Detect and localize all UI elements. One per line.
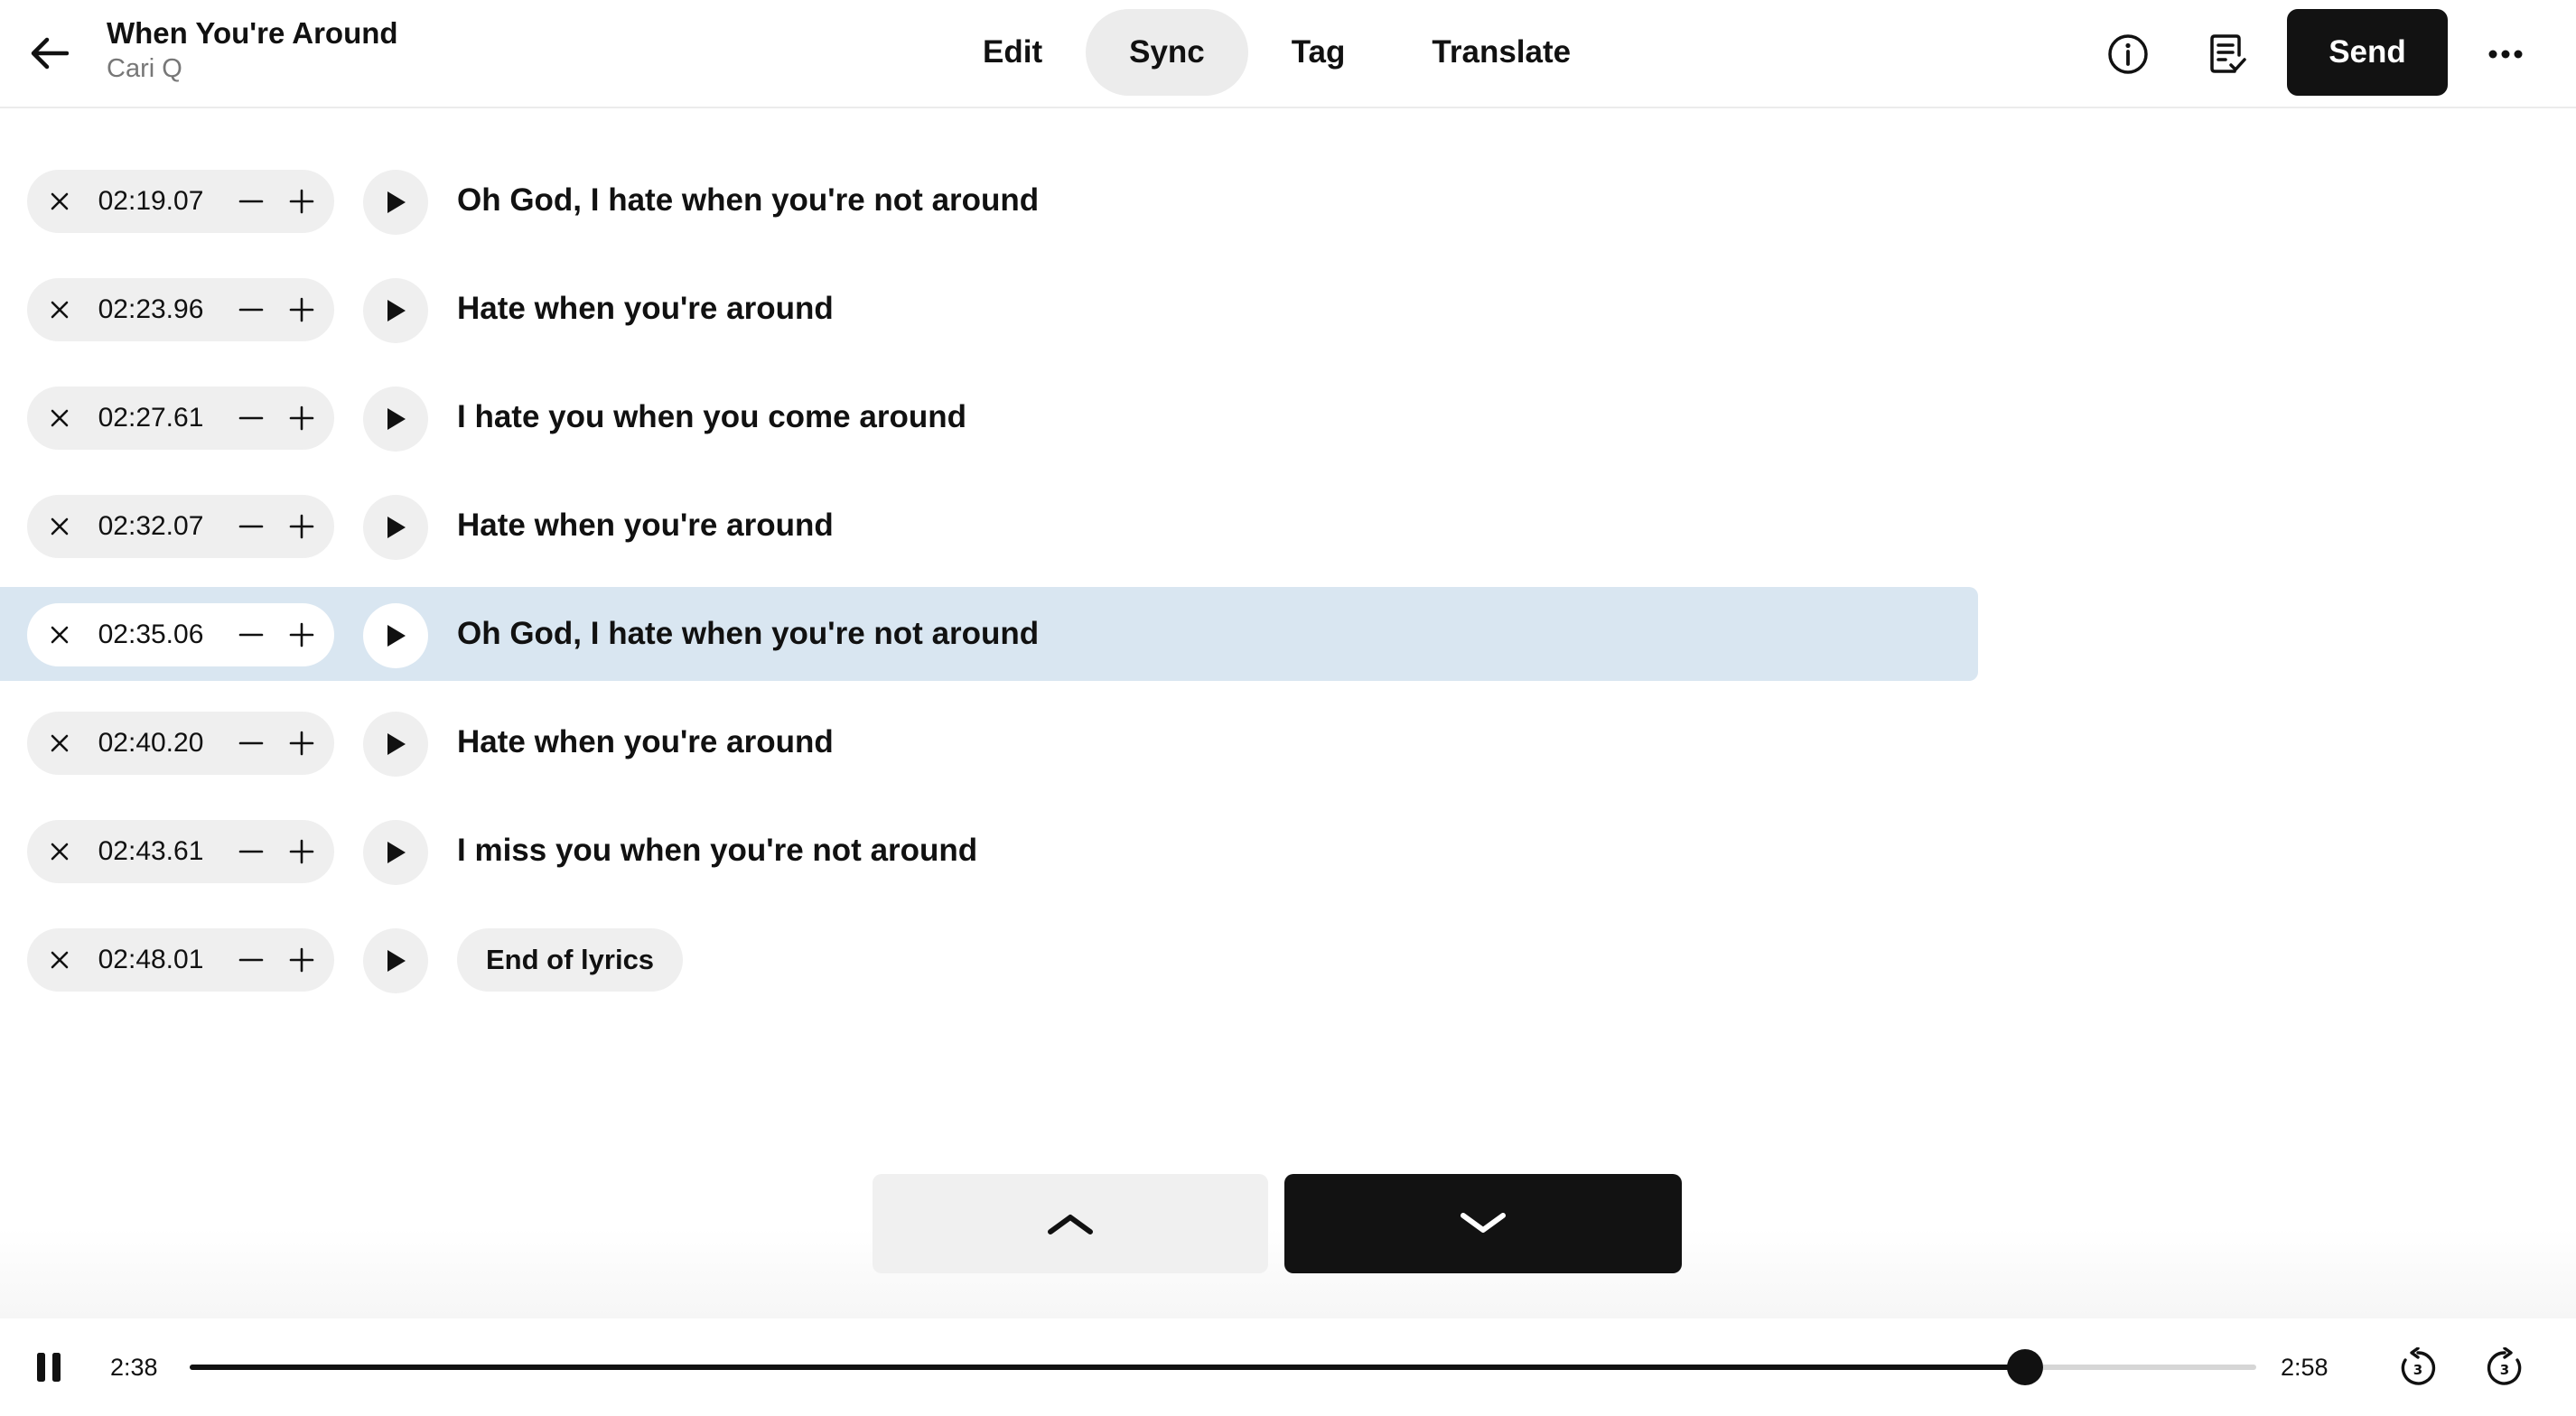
close-icon	[49, 299, 70, 321]
close-icon	[49, 407, 70, 429]
plus-icon	[289, 731, 314, 756]
play-line-button[interactable]	[363, 170, 428, 235]
timestamp-pill	[27, 820, 334, 883]
chevron-down-icon	[1460, 1212, 1507, 1235]
lyric-row[interactable]	[0, 804, 1978, 898]
clear-timestamp-button[interactable]	[33, 603, 87, 666]
info-icon	[2107, 33, 2149, 75]
close-icon	[49, 841, 70, 862]
clear-timestamp-button[interactable]	[33, 170, 87, 233]
timestamp-pill	[27, 603, 334, 666]
lyric-row-active[interactable]	[0, 587, 1978, 681]
seek-bar-progress	[190, 1365, 2025, 1370]
timestamp-value[interactable]: 02:43.61	[98, 836, 204, 866]
decrease-time-button[interactable]	[224, 170, 278, 233]
clear-timestamp-button[interactable]	[33, 495, 87, 558]
minus-icon	[238, 947, 264, 973]
lyric-text[interactable]: Hate when you're around	[457, 508, 834, 543]
play-icon	[384, 406, 407, 432]
timestamp-pill	[27, 387, 334, 450]
forward-3-button[interactable]	[2480, 1344, 2529, 1393]
increase-time-button[interactable]	[275, 387, 329, 450]
increase-time-button[interactable]	[275, 170, 329, 233]
timestamp-value[interactable]: 02:32.07	[98, 511, 204, 541]
plus-icon	[289, 405, 314, 431]
clear-timestamp-button[interactable]	[33, 928, 87, 992]
plus-icon	[289, 839, 314, 864]
duration: 2:58	[2281, 1354, 2329, 1381]
minus-icon	[238, 514, 264, 539]
close-icon	[49, 624, 70, 646]
minus-icon	[238, 189, 264, 214]
minus-icon	[238, 405, 264, 431]
play-icon	[384, 623, 407, 648]
pause-icon	[35, 1352, 62, 1383]
top-bar	[0, 0, 2576, 108]
increase-time-button[interactable]	[275, 603, 329, 666]
lyric-row[interactable]	[0, 154, 1978, 247]
tab-sync[interactable]: Sync	[1086, 9, 1248, 96]
timestamp-value[interactable]: 02:48.01	[98, 945, 204, 974]
decrease-time-button[interactable]	[224, 278, 278, 341]
lyric-row[interactable]	[0, 262, 1978, 356]
increase-time-button[interactable]	[275, 495, 329, 558]
play-icon	[384, 840, 407, 865]
timestamp-pill	[27, 170, 334, 233]
play-line-button[interactable]	[363, 278, 428, 343]
play-icon	[384, 190, 407, 215]
timestamp-pill	[27, 712, 334, 775]
previous-line-button[interactable]	[873, 1174, 1268, 1273]
info-button[interactable]	[2099, 25, 2157, 83]
clear-timestamp-button[interactable]	[33, 278, 87, 341]
decrease-time-button[interactable]	[224, 387, 278, 450]
audio-player	[0, 1318, 2576, 1416]
lyric-text[interactable]: I miss you when you're not around	[457, 833, 978, 868]
plus-icon	[289, 622, 314, 647]
mode-tabs	[939, 9, 1614, 96]
current-time: 2:38	[110, 1354, 158, 1381]
lyrics-review-button[interactable]	[2198, 25, 2256, 83]
rewind-3-icon	[2397, 1347, 2439, 1389]
lyric-row[interactable]	[0, 370, 1978, 464]
decrease-time-button[interactable]	[224, 820, 278, 883]
timestamp-value[interactable]: 02:40.20	[98, 728, 204, 758]
decrease-time-button[interactable]	[224, 928, 278, 992]
lyric-row[interactable]	[0, 479, 1978, 573]
increase-time-button[interactable]	[275, 712, 329, 775]
timestamp-pill	[27, 928, 334, 992]
chevron-up-icon	[1047, 1212, 1094, 1235]
rewind-3-button[interactable]	[2394, 1344, 2442, 1393]
svg-text:3: 3	[2413, 1362, 2423, 1378]
plus-icon	[289, 297, 314, 322]
minus-icon	[238, 297, 264, 322]
lyric-text[interactable]: Hate when you're around	[457, 291, 834, 326]
timestamp-value[interactable]: 02:27.61	[98, 403, 204, 433]
increase-time-button[interactable]	[275, 278, 329, 341]
song-artist: Cari Q	[107, 54, 182, 83]
next-line-button[interactable]	[1284, 1174, 1682, 1273]
lyric-text[interactable]: I hate you when you come around	[457, 399, 966, 434]
play-icon	[384, 731, 407, 757]
plus-icon	[289, 514, 314, 539]
lyric-text[interactable]: Oh God, I hate when you're not around	[457, 616, 1040, 651]
tab-edit[interactable]: Edit	[983, 34, 1043, 70]
minus-icon	[238, 839, 264, 864]
close-icon	[49, 191, 70, 212]
decrease-time-button[interactable]	[224, 603, 278, 666]
close-icon	[49, 949, 70, 971]
tab-tag[interactable]: Tag	[1291, 34, 1346, 70]
minus-icon	[238, 622, 264, 647]
lyric-text[interactable]: Hate when you're around	[457, 724, 834, 759]
play-line-button[interactable]	[363, 712, 428, 777]
pause-button[interactable]	[25, 1344, 72, 1391]
arrow-left-icon	[31, 37, 69, 70]
increase-time-button[interactable]	[275, 928, 329, 992]
seek-bar-thumb[interactable]	[2007, 1349, 2043, 1385]
play-line-button[interactable]	[363, 387, 428, 452]
end-of-lyrics-chip[interactable]: End of lyrics	[457, 928, 683, 992]
clear-timestamp-button[interactable]	[33, 820, 87, 883]
timestamp-value[interactable]: 02:23.96	[98, 294, 204, 324]
play-line-button[interactable]	[363, 928, 428, 993]
seek-bar[interactable]	[190, 1365, 2256, 1370]
svg-text:3: 3	[2499, 1362, 2510, 1378]
more-options-button[interactable]	[2477, 25, 2534, 83]
play-icon	[384, 948, 407, 974]
timestamp-value[interactable]: 02:35.06	[98, 620, 204, 649]
more-dots-icon	[2487, 49, 2524, 60]
clear-timestamp-button[interactable]	[33, 387, 87, 450]
song-title: When You're Around	[107, 16, 398, 50]
timestamp-value[interactable]: 02:19.07	[98, 186, 204, 216]
close-icon	[49, 516, 70, 537]
document-check-icon	[2207, 33, 2247, 75]
play-line-button[interactable]	[363, 495, 428, 560]
clear-timestamp-button[interactable]	[33, 712, 87, 775]
lyric-text[interactable]: Oh God, I hate when you're not around	[457, 182, 1040, 218]
tab-translate[interactable]: Translate	[1432, 34, 1572, 70]
back-button[interactable]	[23, 27, 76, 79]
play-line-button[interactable]	[363, 820, 428, 885]
play-icon	[384, 298, 407, 323]
timestamp-pill	[27, 495, 334, 558]
minus-icon	[238, 731, 264, 756]
timestamp-pill	[27, 278, 334, 341]
play-line-button[interactable]	[363, 603, 428, 668]
song-info	[107, 14, 398, 85]
plus-icon	[289, 189, 314, 214]
send-button[interactable]: Send	[2287, 9, 2448, 96]
close-icon	[49, 732, 70, 754]
increase-time-button[interactable]	[275, 820, 329, 883]
plus-icon	[289, 947, 314, 973]
decrease-time-button[interactable]	[224, 712, 278, 775]
forward-3-icon	[2484, 1347, 2525, 1389]
decrease-time-button[interactable]	[224, 495, 278, 558]
play-icon	[384, 515, 407, 540]
lyric-row[interactable]	[0, 912, 1978, 1006]
lyric-row[interactable]	[0, 695, 1978, 789]
